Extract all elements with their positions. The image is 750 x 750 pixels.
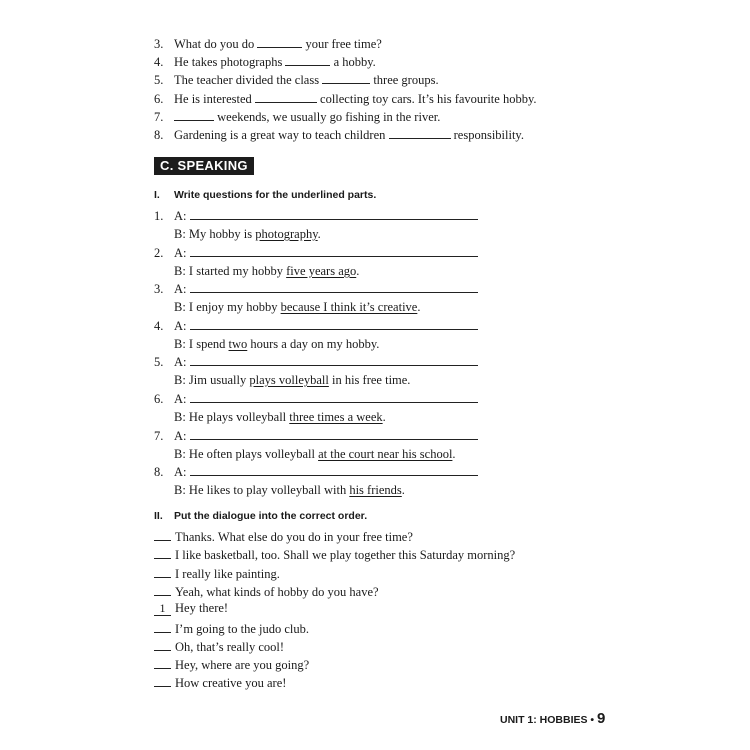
item-number: 6. xyxy=(154,392,164,406)
underlined-part: three times a week xyxy=(289,410,383,424)
order-blank[interactable] xyxy=(154,527,171,541)
dialogue-text: I’m going to the judo club. xyxy=(175,622,310,636)
answer-blank[interactable] xyxy=(322,72,370,84)
dialogue-text: Hey there! xyxy=(175,601,229,615)
speaker-a-label: A: xyxy=(174,319,187,333)
speaker-a-label: A: xyxy=(174,465,187,479)
fill-blank-item xyxy=(154,127,524,143)
fill-blank-item xyxy=(154,72,439,88)
question-item xyxy=(154,354,478,370)
order-blank[interactable] xyxy=(154,545,171,559)
dialogue-text: How creative you are! xyxy=(175,676,287,690)
speaker-a-label: A: xyxy=(174,209,187,223)
item-number: 4. xyxy=(154,319,164,333)
speaker-a-label: A: xyxy=(174,246,187,260)
order-blank[interactable] xyxy=(154,619,171,633)
speaker-a-label: A: xyxy=(174,392,187,406)
statement-start: B: My hobby is xyxy=(174,227,256,241)
item-number: 5. xyxy=(154,73,164,87)
dialogue-line xyxy=(154,673,286,691)
item-number: 6. xyxy=(154,92,164,106)
statement-start: B: He plays volleyball xyxy=(174,410,290,424)
answer-statement xyxy=(174,409,386,425)
answer-statement xyxy=(174,446,456,462)
dialogue-line xyxy=(154,564,280,582)
answer-statement xyxy=(174,336,379,352)
order-blank[interactable] xyxy=(154,564,171,578)
dialogue-text: I really like painting. xyxy=(175,567,280,581)
question-item xyxy=(154,208,478,224)
part1-instruction xyxy=(154,187,376,203)
statement-end: in his free time. xyxy=(328,373,411,387)
speaker-a-label: A: xyxy=(174,429,187,443)
statement-end: . xyxy=(452,447,456,461)
part1-instruction-text: Write questions for the underlined parts. xyxy=(174,189,377,201)
answer-statement xyxy=(174,299,420,315)
question-item xyxy=(154,391,478,407)
answer-blank[interactable] xyxy=(174,109,214,121)
item-number: 3. xyxy=(154,282,164,296)
order-blank[interactable] xyxy=(154,673,171,687)
question-answer-line[interactable] xyxy=(190,281,478,293)
statement-start: B: I enjoy my hobby xyxy=(174,300,281,314)
question-answer-line[interactable] xyxy=(190,391,478,403)
sentence-end: your free time? xyxy=(305,37,382,51)
fill-blank-item xyxy=(154,109,440,125)
section-title-speaking: C. SPEAKING xyxy=(154,157,254,175)
answer-statement xyxy=(174,482,405,498)
order-blank[interactable] xyxy=(154,637,171,651)
dialogue-text: I like basketball, too. Shall we play together this Saturday morning? xyxy=(175,548,516,562)
dialogue-line xyxy=(154,637,284,655)
part2-instruction-text: Put the dialogue into the correct order. xyxy=(174,510,368,522)
sentence-start: Gardening is a great way to teach children xyxy=(174,128,386,142)
dialogue-text: Thanks. What else do you do in your free time? xyxy=(175,530,413,544)
answer-statement xyxy=(174,226,321,242)
statement-end: hours a day on my hobby. xyxy=(247,337,380,351)
question-answer-line[interactable] xyxy=(190,464,478,476)
statement-start: B: He often plays volleyball xyxy=(174,447,319,461)
item-number: 8. xyxy=(154,465,164,479)
dialogue-line xyxy=(154,582,379,600)
dialogue-line xyxy=(154,655,309,673)
item-number: 7. xyxy=(154,429,164,443)
sentence-start: He takes photographs xyxy=(174,55,283,69)
underlined-part: at the court near his school xyxy=(318,447,453,461)
dialogue-line xyxy=(154,600,228,616)
dialogue-line xyxy=(154,619,309,637)
statement-start: B: Jim usually xyxy=(174,373,250,387)
question-item xyxy=(154,318,478,334)
sentence-start: He is interested xyxy=(174,92,252,106)
sentence-end: a hobby. xyxy=(333,55,376,69)
answer-blank[interactable] xyxy=(257,36,302,48)
dialogue-line xyxy=(154,527,413,545)
order-blank[interactable]: 1 xyxy=(154,602,171,616)
underlined-part: five years ago xyxy=(286,264,357,278)
sentence-start: The teacher divided the class xyxy=(174,73,320,87)
question-answer-line[interactable] xyxy=(190,208,478,220)
answer-blank[interactable] xyxy=(389,127,451,139)
answer-statement xyxy=(174,263,359,279)
underlined-part: because I think it’s creative xyxy=(280,300,418,314)
sentence-end: three groups. xyxy=(373,73,439,87)
underlined-part: photography xyxy=(255,227,318,241)
part2-roman: II. xyxy=(154,510,163,522)
question-item xyxy=(154,428,478,444)
question-answer-line[interactable] xyxy=(190,318,478,330)
sentence-end: responsibility. xyxy=(453,128,524,142)
part1-roman: I. xyxy=(154,189,160,201)
sentence-start: What do you do xyxy=(174,37,255,51)
page-footer xyxy=(500,710,605,727)
order-blank[interactable] xyxy=(154,655,171,669)
statement-end: . xyxy=(417,300,421,314)
statement-start: B: He likes to play volleyball with xyxy=(174,483,350,497)
question-answer-line[interactable] xyxy=(190,354,478,366)
item-number: 2. xyxy=(154,246,164,260)
underlined-part: two xyxy=(228,337,248,351)
statement-end: . xyxy=(382,410,386,424)
answer-statement xyxy=(174,372,410,388)
fill-blank-item xyxy=(154,91,537,107)
statement-end: . xyxy=(356,264,360,278)
underlined-part: plays volleyball xyxy=(249,373,329,387)
page-number: 9 xyxy=(597,710,606,727)
answer-blank[interactable] xyxy=(255,91,317,103)
statement-end: . xyxy=(401,483,405,497)
fill-blank-item xyxy=(154,36,382,52)
dialogue-text: Oh, that’s really cool! xyxy=(175,640,284,654)
item-number: 1. xyxy=(154,209,164,223)
item-number: 7. xyxy=(154,110,164,124)
item-number: 3. xyxy=(154,37,164,51)
item-number: 5. xyxy=(154,355,164,369)
item-number: 4. xyxy=(154,55,164,69)
question-item xyxy=(154,464,478,480)
footer-unit: UNIT 1: HOBBIES • xyxy=(500,714,595,726)
dialogue-text: Hey, where are you going? xyxy=(175,658,310,672)
fill-blank-item xyxy=(154,54,376,70)
answer-blank[interactable] xyxy=(285,54,330,66)
question-answer-line[interactable] xyxy=(190,428,478,440)
part2-instruction xyxy=(154,508,367,524)
statement-end: . xyxy=(317,227,321,241)
sentence-end: weekends, we usually go fishing in the river. xyxy=(217,110,441,124)
dialogue-text: Yeah, what kinds of hobby do you have? xyxy=(175,585,379,599)
speaker-a-label: A: xyxy=(174,282,187,296)
underlined-part: his friends xyxy=(349,483,402,497)
question-item xyxy=(154,245,478,261)
question-answer-line[interactable] xyxy=(190,245,478,257)
statement-start: B: I spend xyxy=(174,337,229,351)
sentence-end: collecting toy cars. It’s his favourite hobby. xyxy=(320,92,537,106)
dialogue-line xyxy=(154,545,515,563)
order-blank[interactable] xyxy=(154,582,171,596)
speaker-a-label: A: xyxy=(174,355,187,369)
item-number: 8. xyxy=(154,128,164,142)
statement-start: B: I started my hobby xyxy=(174,264,287,278)
question-item xyxy=(154,281,478,297)
